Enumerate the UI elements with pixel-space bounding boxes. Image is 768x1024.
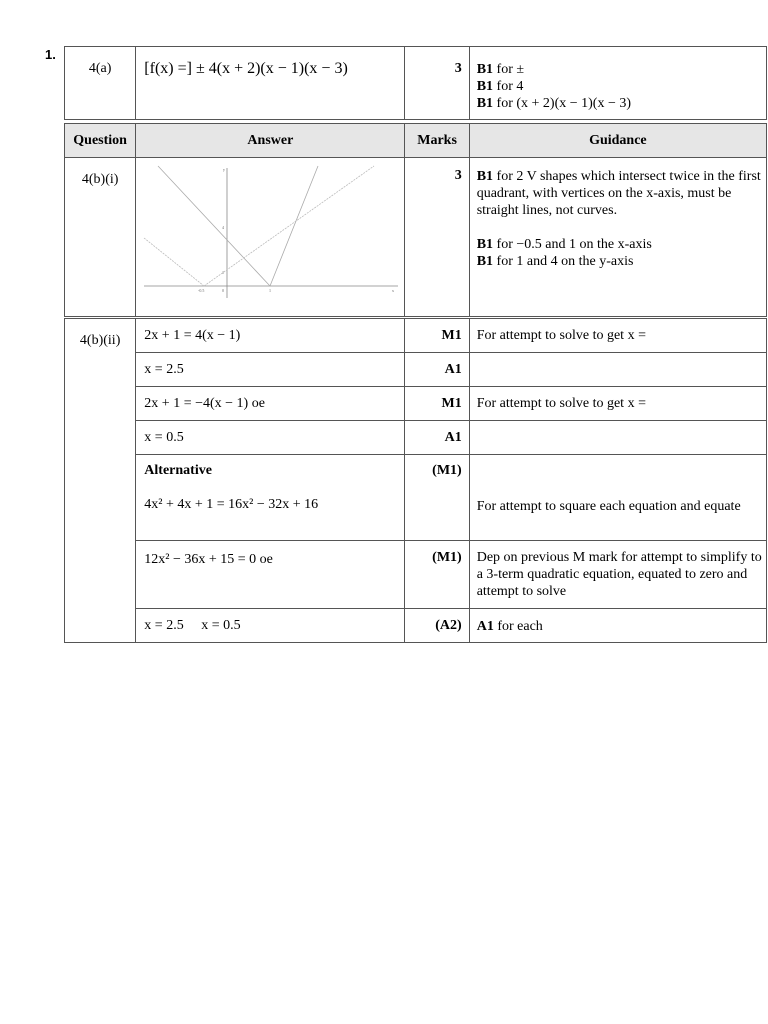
v-shape-2-right	[204, 166, 374, 286]
marks-cell: A1	[405, 353, 469, 387]
modulus-graph	[136, 158, 404, 316]
header-question: Question	[65, 124, 136, 158]
label-y-one: 1	[222, 270, 225, 275]
part-a-marks: 3	[405, 47, 469, 120]
guidance-cell	[469, 421, 766, 455]
guidance-line: B1 for 4	[476, 79, 524, 94]
guidance-para: B1 for 2 V shapes which intersect twice in the first quadrant, with vertices on the x-axis, must be straight lines, not curves.	[476, 169, 761, 218]
alternative-title: Alternative	[144, 463, 212, 478]
marks-cell: M1	[405, 387, 469, 421]
final-guidance: A1 for each	[469, 609, 766, 643]
part-a-table	[64, 46, 767, 120]
quadratic-guidance: Dep on previous M mark for attempt to simplify to a 3-term quadratic equation, equated to zero and attempt to solve	[469, 541, 766, 609]
guidance-cell: For attempt to solve to get x =	[469, 387, 766, 421]
question-number: 1.	[45, 47, 56, 62]
part-bi-marks: 3	[405, 158, 469, 317]
alternative-equation: 4x² + 4x + 1 = 16x² − 32x + 16	[144, 497, 319, 512]
answer-cell: 2x + 1 = 4(x − 1)	[136, 319, 405, 353]
label-x-one: 1	[269, 288, 272, 293]
guidance-cell: For attempt to solve to get x =	[469, 319, 766, 353]
guidance-line: B1 for −0.5 and 1 on the x-axis	[476, 237, 652, 252]
header-guidance: Guidance	[469, 124, 766, 158]
part-bi-guidance	[469, 158, 766, 317]
part-a-answer: [f(x) =] ± 4(x + 2)(x − 1)(x − 3)	[136, 47, 405, 120]
label-y-four: 4	[222, 225, 225, 230]
part-a-guidance	[469, 47, 766, 120]
part-bi-graph-cell	[136, 158, 405, 317]
final-marks: (A2)	[405, 609, 469, 643]
part-a-question: 4(a)	[65, 47, 136, 120]
guidance-line: B1 for ±	[476, 62, 525, 77]
marks-cell: A1	[405, 421, 469, 455]
guidance-cell	[469, 353, 766, 387]
part-bi-question: 4(b)(i)	[65, 158, 136, 317]
part-bii-question: 4(b)(ii)	[65, 319, 136, 643]
guidance-line: B1 for (x + 2)(x − 1)(x − 3)	[476, 96, 632, 111]
alternative-marks: (M1)	[405, 455, 469, 541]
alternative-guidance: For attempt to square each equation and equate	[469, 455, 766, 541]
final-answer: x = 2.5 x = 0.5	[136, 609, 405, 643]
label-origin: 0	[222, 288, 225, 293]
v-shape-2-left	[144, 238, 204, 286]
marks-cell: M1	[405, 319, 469, 353]
v-shape-1-right	[270, 166, 318, 286]
label-x-axis: x	[392, 288, 395, 293]
header-marks: Marks	[405, 124, 469, 158]
v-shape-1-left	[158, 166, 270, 286]
alternative-cell	[136, 455, 405, 541]
answer-cell: x = 0.5	[136, 421, 405, 455]
guidance-line: B1 for 1 and 4 on the y-axis	[476, 254, 634, 269]
quadratic-answer: 12x² − 36x + 15 = 0 oe	[136, 541, 405, 609]
header-answer: Answer	[136, 124, 405, 158]
label-y-axis: y	[223, 167, 226, 172]
answer-cell: 2x + 1 = −4(x − 1) oe	[136, 387, 405, 421]
part-bii-table	[64, 318, 767, 643]
part-bi-table	[64, 123, 767, 317]
answer-cell: x = 2.5	[136, 353, 405, 387]
label-x-neg: -0.5	[198, 288, 205, 293]
quadratic-marks: (M1)	[405, 541, 469, 609]
